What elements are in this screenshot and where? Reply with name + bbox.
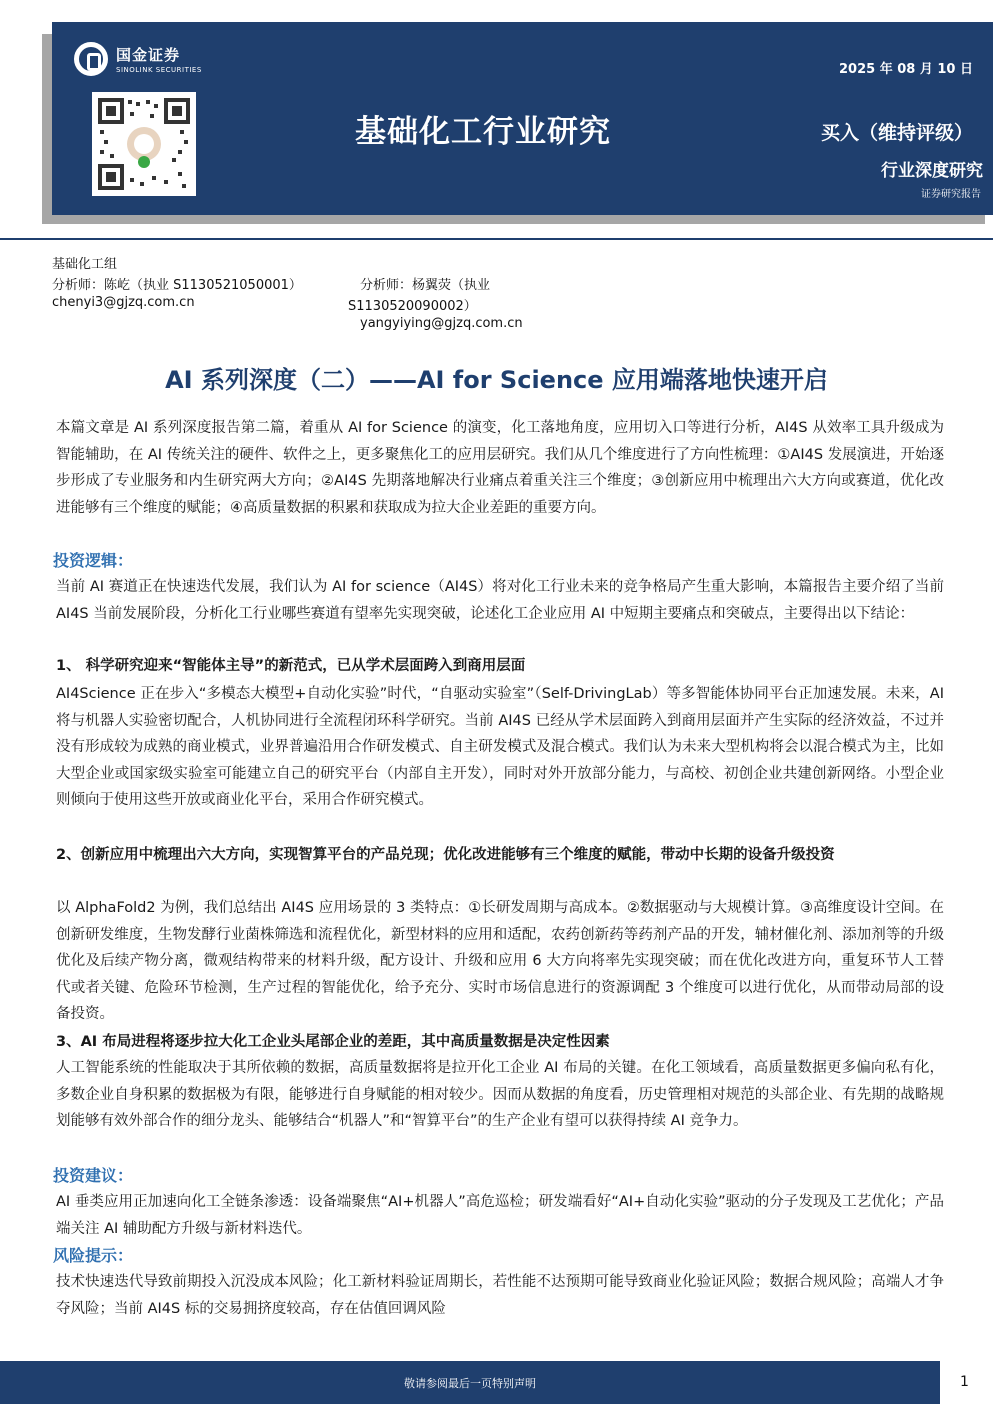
header-divider xyxy=(0,238,993,240)
logic-intro-paragraph: 当前 AI 赛道正在快速迭代发展，我们认为 AI for science（AI4S）将对化工行业未来的竞争格局产生重大影响，本篇报告主要介绍了当前 AI4S 当前发展阶段，分析化工行业哪些赛道有望率先实现突破，论述化工企业应用 AI 中短期主要痛点和突破点，主要得出以下结论： xyxy=(56,579,944,622)
logo-icon xyxy=(74,42,108,76)
section-investment-advice: 投资建议： xyxy=(53,1166,134,1185)
analyst1-name: 分析师：陈屹（执业 S1130521050001） xyxy=(52,278,302,293)
document-title: AI 系列深度（二）——AI for Science 应用端落地快速开启 xyxy=(165,366,828,394)
analyst1-email[interactable]: chenyi3@gjzq.com.cn xyxy=(52,295,195,310)
point3-paragraph: 人工智能系统的性能取决于其所依赖的数据，高质量数据将是拉开化工企业 AI 布局的关键。在化工领域看，高质量数据更多偏向私有化，多数企业自身积累的数据极为有限，能够进行自身赋能的相对较少。因而从数据的角度看，历史管理相对规范的头部企业、有先期的战略规划能够有效外部合作的细分龙头、能够结合“机器人”和“智算平台”的生产企业有望可以获得持续 AI 竞争力。 xyxy=(56,1060,944,1129)
page-number: 1 xyxy=(960,1374,969,1390)
report-subtype: 证券研究报告 xyxy=(921,189,981,200)
analyst2-license: S1130520090002） xyxy=(348,299,477,314)
rating-label: 买入（维持评级） xyxy=(820,122,973,144)
qr-code-icon xyxy=(92,92,196,196)
analyst2-email[interactable]: yangyiying@gjzq.com.cn xyxy=(360,316,523,331)
report-header xyxy=(52,22,993,215)
logo-name-cn: 国金证券 xyxy=(116,46,181,64)
logo-name-en: SINOLINK SECURITIES xyxy=(116,66,202,74)
company-logo xyxy=(74,42,202,76)
point1-paragraph: AI4Science 正在步入“多模态大模型+自动化实验”时代，“自驱动实验室”（Self-DrivingLab）等多智能体协同平台正加速发展。未来，AI 将与机器人实验密切配合，人机协同进行全流程闭环科学研究。当前 AI4S 已经从学术层面跨入到商用层面并产生实际的经济效益，不过并没有形成较为成熟的商业模式，业界普遍沿用合作研发模式、自主研发模式及混合模式。我们认为未来大型机构将会以混合模式为主，比如大型企业或国家级实验室可能建立自己的研究平台（内部自主开发），同时对外开放部分能力，与高校、初创企业共建创新网络。小型企业则倾向于使用这些开放或商业化平台，采用合作研究模式。 xyxy=(56,686,944,808)
research-group: 基础化工组 xyxy=(52,257,118,272)
section-risk: 风险提示： xyxy=(53,1246,134,1265)
analyst2-name: 分析师：杨翼荧（执业 xyxy=(360,278,491,293)
footer-disclaimer: 敬请参阅最后一页特别声明 xyxy=(404,1377,536,1390)
point1-heading: 1、 科学研究迎来“智能体主导”的新范式，已从学术层面跨入到商用层面 xyxy=(56,658,526,674)
industry-title: 基础化工行业研究 xyxy=(355,114,611,150)
advice-paragraph: AI 垂类应用正加速向化工全链条渗透：设备端聚焦“AI+机器人”高危巡检；研发端看好“AI+自动化实验”驱动的分子发现及工艺优化；产品端关注 AI 辅助配方升级与新材料迭代。 xyxy=(56,1194,944,1237)
section-investment-logic: 投资逻辑： xyxy=(53,551,134,570)
intro-paragraph: 本篇文章是 AI 系列深度报告第二篇，着重从 AI for Science 的演变，化工落地角度，应用切入口等进行分析，AI4S 从效率工具升级成为智能辅助，在 AI 传统关注的硬件、软件之上，更多聚焦化工的应用层研究。我们从几个维度进行了方向性梳理：①AI4S 发展演进，开始逐步形成了专业服务和内生研究两大方向；②AI4S 先期落地解决行业痛点着重关注三个维度；③创新应用中梳理出六大方向或赛道，优化改进能够有三个维度的赋能；④高质量数据的积累和获取成为拉大企业差距的重要方向。 xyxy=(56,420,944,516)
report-type: 行业深度研究 xyxy=(881,161,983,181)
point2-paragraph: 以 AlphaFold2 为例，我们总结出 AI4S 应用场景的 3 类特点：①长研发周期与高成本。②数据驱动与大规模计算。③高维度设计空间。在创新研发维度，生物发酵行业菌株筛选和流程优化，新型材料的应用和适配，农药创新药等药剂产品的开发，辅材催化剂、添加剂等的升级优化及后续产物分离，微观结构带来的材料升级，配方设计、升级和应用 6 大方向将率先实现突破；而在优化改进方向，重复环节人工替代或者关键、危险环节检测，生产过程的智能优化，给予充分、实时市场信息进行的资源调配 3 个维度可以进行优化，从而带动局部的设备投资。 xyxy=(56,900,944,1022)
point3-heading: 3、AI 布局进程将逐步拉大化工企业头尾部企业的差距，其中高质量数据是决定性因素 xyxy=(56,1034,610,1050)
report-date: 2025 年 08 月 10 日 xyxy=(839,62,973,77)
risk-paragraph: 技术快速迭代导致前期投入沉没成本风险；化工新材料验证周期长，若性能不达预期可能导致商业化验证风险；数据合规风险；高端人才争夺风险；当前 AI4S 标的交易拥挤度较高，存在估值回调风险 xyxy=(56,1274,944,1317)
point2-heading: 2、创新应用中梳理出六大方向，实现智算平台的产品兑现；优化改进能够有三个维度的赋能，带动中长期的设备升级投资 xyxy=(56,847,835,863)
